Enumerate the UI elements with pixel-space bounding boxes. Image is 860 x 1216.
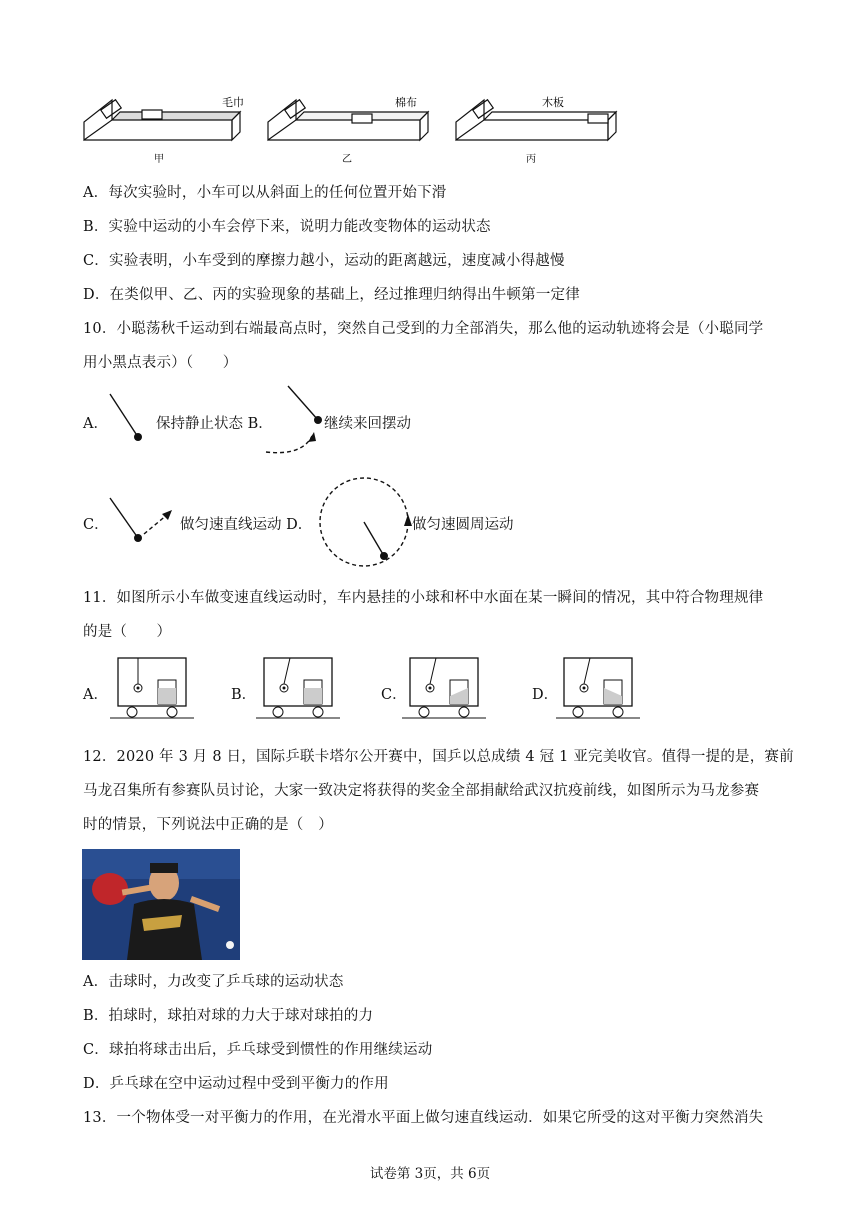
q9-figure xyxy=(82,92,622,172)
q11-cart-c xyxy=(402,656,486,724)
q11-stem-line1: 11．如图所示小车做变速直线运动时，车内悬挂的小球和杯中水面在某一瞬间的情况，其中符合物理规律 xyxy=(83,590,764,606)
q10-figure-d xyxy=(316,474,412,570)
q10-figure-a xyxy=(108,392,148,447)
q9-option-b: B．实验中运动的小车会停下来，说明力能改变物体的运动状态 xyxy=(83,219,491,235)
q11-option-a-letter: A． xyxy=(83,687,108,703)
q10-option-a-text: 保持静止状态 B． xyxy=(156,416,273,432)
q11-stem-line2: 的是（ ） xyxy=(83,624,172,640)
q10-option-a-letter: A． xyxy=(83,416,108,432)
q12-option-d: D．乒乓球在空中运动过程中受到平衡力的作用 xyxy=(83,1076,389,1092)
label-jia: 甲 xyxy=(154,154,164,165)
q11-option-c-letter: C． xyxy=(381,687,407,703)
label-mianbu: 棉布 xyxy=(395,96,417,109)
q12-stem-line3: 时的情景，下列说法中正确的是（ ） xyxy=(83,817,333,833)
q12-option-c: C．球拍将球击出后，乒乓球受到惯性的作用继续运动 xyxy=(83,1042,433,1058)
q12-stem-line2: 马龙召集所有参赛队员讨论，大家一致决定将获得的奖金全部捐献给武汉抗疫前线，如图所示为马龙参赛 xyxy=(83,783,760,799)
page-footer: 试卷第 3页，共 6页 xyxy=(369,1166,491,1182)
q10-option-d-text: 做匀速圆周运动 xyxy=(412,517,514,533)
q9-option-a: A．每次实验时，小车可以从斜面上的任何位置开始下滑 xyxy=(83,185,447,201)
q10-option-b-text: 继续来回摆动 xyxy=(324,416,411,432)
q11-option-b-letter: B． xyxy=(231,687,257,703)
q9-option-c: C．实验表明，小车受到的摩擦力越小，运动的距离越远，速度减小得越慢 xyxy=(83,253,565,269)
label-muban: 木板 xyxy=(542,96,564,109)
label-yi: 乙 xyxy=(342,154,352,165)
q10-figure-b xyxy=(262,384,322,459)
q9-option-d: D．在类似甲、乙、丙的实验现象的基础上，经过推理归纳得出牛顿第一定律 xyxy=(83,287,580,303)
q13-stem-line1: 13．一个物体受一对平衡力的作用，在光滑水平面上做匀速直线运动．如果它所受的这对平衡力突然消失 xyxy=(83,1110,764,1126)
label-bing: 丙 xyxy=(526,154,536,165)
q12-option-b: B．拍球时，球拍对球的力大于球对球拍的力 xyxy=(83,1008,374,1024)
ramp-jia xyxy=(84,100,240,140)
q12-option-a: A．击球时，力改变了乒乓球的运动状态 xyxy=(83,974,344,990)
q12-stem-line1: 12．2020 年 3 月 8 日，国际乒联卡塔尔公开赛中，国乒以总成绩 4 冠 1 亚完美收官。值得一提的是，赛前 xyxy=(83,749,794,765)
q10-figure-c xyxy=(108,496,178,548)
q11-option-d-letter: D． xyxy=(532,687,559,703)
q11-cart-b xyxy=(256,656,340,724)
label-maojin: 毛巾 xyxy=(222,96,244,109)
q10-option-c-text: 做匀速直线运动 D． xyxy=(180,517,313,533)
q11-cart-d xyxy=(556,656,640,724)
q10-stem-line1: 10．小聪荡秋千运动到右端最高点时，突然自己受到的力全部消失，那么他的运动轨迹将会是（小聪同学 xyxy=(83,321,764,337)
q10-option-c-letter: C． xyxy=(83,517,109,533)
ramp-bing xyxy=(456,100,616,140)
table-tennis-player-photo xyxy=(82,849,240,960)
q10-stem-line2: 用小黑点表示）（ ） xyxy=(83,355,238,371)
q11-cart-a xyxy=(110,656,194,724)
